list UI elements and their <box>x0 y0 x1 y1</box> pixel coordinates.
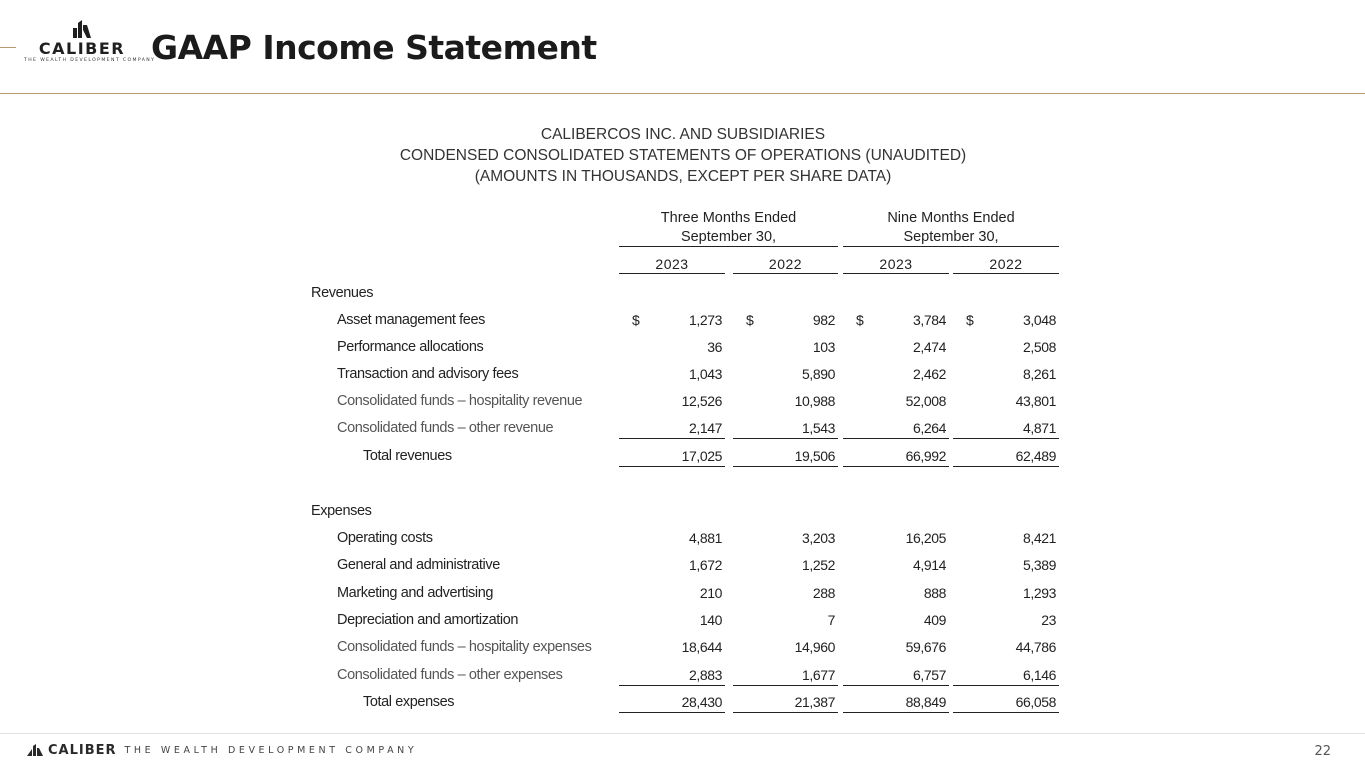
statement-name: CONDENSED CONSOLIDATED STATEMENTS OF OPERATIONS (UNAUDITED) <box>399 147 967 164</box>
cell-value: 210 <box>699 585 722 601</box>
cell-value: 16,205 <box>905 530 946 546</box>
cell-value: 3,784 <box>912 312 946 328</box>
row-label: Consolidated funds – other expenses <box>337 667 563 683</box>
value-cell <box>733 665 838 686</box>
cell-value: 88,849 <box>905 694 946 710</box>
value-cell <box>733 364 838 385</box>
cell-value: 8,261 <box>1022 366 1056 382</box>
value-cell <box>619 364 725 385</box>
value-cell <box>843 310 949 331</box>
cell-value: 21,387 <box>794 694 835 710</box>
building-logo-icon <box>26 743 44 757</box>
table-row <box>0 528 1365 550</box>
nine-months-label: Nine Months Ended <box>887 210 1015 226</box>
value-cell <box>733 418 838 439</box>
value-cell <box>619 528 725 549</box>
value-cell <box>843 637 949 658</box>
footer-divider <box>0 733 1365 734</box>
table-row <box>0 337 1365 359</box>
cell-value: 43,801 <box>1015 393 1056 409</box>
value-cell <box>619 583 725 604</box>
table-row <box>0 310 1365 332</box>
total-label: Total expenses <box>363 694 455 710</box>
table-row <box>0 418 1365 440</box>
value-cell <box>733 637 838 658</box>
value-cell <box>843 391 949 412</box>
logo-tagline: THE WEALTH DEVELOPMENT COMPANY <box>24 58 156 63</box>
three-months-date: September 30, <box>680 229 777 245</box>
cell-value: 59,676 <box>905 639 946 655</box>
expenses-heading-row <box>0 501 1365 523</box>
value-cell <box>733 528 838 549</box>
row-label: General and administrative <box>337 557 500 573</box>
table-row <box>0 583 1365 605</box>
value-cell <box>953 528 1059 549</box>
total-cell <box>843 446 949 467</box>
section-heading: Revenues <box>311 285 374 301</box>
cell-value: 3,048 <box>1022 312 1056 328</box>
total-cell <box>619 446 725 467</box>
cell-value: 1,252 <box>801 557 835 573</box>
cell-value: 2,147 <box>688 420 722 436</box>
cell-value: 10,988 <box>794 393 835 409</box>
cell-value: 7 <box>827 612 835 628</box>
statement-heading <box>283 124 1083 187</box>
cell-value: 5,890 <box>801 366 835 382</box>
value-cell <box>733 583 838 604</box>
section-heading: Expenses <box>311 503 372 519</box>
table-row <box>0 364 1365 386</box>
value-cell <box>619 637 725 658</box>
three-months-header <box>619 209 838 247</box>
total-label: Total revenues <box>363 448 452 464</box>
table-row <box>0 610 1365 632</box>
table-row <box>0 391 1365 413</box>
currency-symbol: $ <box>746 312 754 328</box>
value-cell <box>733 610 838 631</box>
cell-value: 52,008 <box>905 393 946 409</box>
cell-value: 28,430 <box>681 694 722 710</box>
cell-value: 2,474 <box>912 339 946 355</box>
table-row <box>0 665 1365 687</box>
cell-value: 14,960 <box>794 639 835 655</box>
cell-value: 1,672 <box>688 557 722 573</box>
footer-tagline: THE WEALTH DEVELOPMENT COMPANY <box>124 744 418 756</box>
cell-value: 888 <box>923 585 946 601</box>
value-cell <box>619 391 725 412</box>
total-row <box>0 692 1365 714</box>
year-header: 2023 <box>843 256 949 274</box>
cell-value: 2,462 <box>912 366 946 382</box>
cell-value: 1,273 <box>688 312 722 328</box>
company-name: CALIBERCOS INC. AND SUBSIDIARIES <box>540 126 826 143</box>
value-cell <box>733 337 838 358</box>
row-label: Performance allocations <box>337 339 484 355</box>
cell-value: 6,757 <box>912 667 946 683</box>
value-cell <box>619 418 725 439</box>
cell-value: 23 <box>1041 612 1056 628</box>
footer-logo <box>26 742 417 758</box>
value-cell <box>953 310 1059 331</box>
cell-value: 2,883 <box>688 667 722 683</box>
total-cell <box>733 446 838 467</box>
cell-value: 4,914 <box>912 557 946 573</box>
value-cell <box>953 391 1059 412</box>
total-row <box>0 446 1365 468</box>
cell-value: 4,881 <box>688 530 722 546</box>
nine-months-date: September 30, <box>903 229 999 245</box>
value-cell <box>953 418 1059 439</box>
value-cell <box>953 364 1059 385</box>
value-cell <box>619 337 725 358</box>
cell-value: 140 <box>699 612 722 628</box>
value-cell <box>843 337 949 358</box>
value-cell <box>843 665 949 686</box>
value-cell <box>953 583 1059 604</box>
header-accent-tick <box>0 47 16 48</box>
value-cell <box>953 555 1059 576</box>
cell-value: 288 <box>812 585 835 601</box>
total-cell <box>843 692 949 713</box>
value-cell <box>733 555 838 576</box>
currency-symbol: $ <box>856 312 864 328</box>
value-cell <box>843 364 949 385</box>
cell-value: 18,644 <box>681 639 722 655</box>
cell-value: 62,489 <box>1015 448 1056 464</box>
cell-value: 66,058 <box>1015 694 1056 710</box>
cell-value: 44,786 <box>1015 639 1056 655</box>
value-cell <box>733 310 838 331</box>
header-divider <box>0 93 1365 94</box>
revenues-heading-row <box>0 283 1365 305</box>
cell-value: 982 <box>812 312 835 328</box>
row-label: Asset management fees <box>337 312 485 328</box>
cell-value: 2,508 <box>1022 339 1056 355</box>
cell-value: 1,043 <box>688 366 722 382</box>
cell-value: 6,264 <box>912 420 946 436</box>
table-row <box>0 637 1365 659</box>
cell-value: 409 <box>923 612 946 628</box>
currency-symbol: $ <box>632 312 640 328</box>
value-cell <box>619 310 725 331</box>
value-cell <box>953 637 1059 658</box>
building-logo-icon <box>67 18 97 40</box>
statement-units: (AMOUNTS IN THOUSANDS, EXCEPT PER SHARE DATA) <box>474 168 892 185</box>
cell-value: 6,146 <box>1022 667 1056 683</box>
cell-value: 36 <box>707 339 722 355</box>
cell-value: 17,025 <box>681 448 722 464</box>
year-header: 2023 <box>619 256 725 274</box>
cell-value: 4,871 <box>1022 420 1056 436</box>
row-label: Operating costs <box>337 530 433 546</box>
cell-value: 1,543 <box>801 420 835 436</box>
caliber-logo <box>24 18 156 72</box>
page-number: 22 <box>1314 744 1331 759</box>
value-cell <box>953 337 1059 358</box>
row-label: Marketing and advertising <box>337 585 494 601</box>
total-cell <box>733 692 838 713</box>
currency-symbol: $ <box>966 312 974 328</box>
value-cell <box>619 610 725 631</box>
nine-months-header <box>843 209 1059 247</box>
row-label: Depreciation and amortization <box>337 612 519 628</box>
value-cell <box>619 665 725 686</box>
value-cell <box>843 610 949 631</box>
three-months-label: Three Months Ended <box>660 210 797 226</box>
year-header: 2022 <box>733 256 838 274</box>
cell-value: 1,293 <box>1022 585 1056 601</box>
total-cell <box>953 692 1059 713</box>
value-cell <box>843 528 949 549</box>
value-cell <box>953 610 1059 631</box>
row-label: Consolidated funds – other revenue <box>337 420 554 436</box>
value-cell <box>953 665 1059 686</box>
total-cell <box>619 692 725 713</box>
cell-value: 1,677 <box>801 667 835 683</box>
row-label: Consolidated funds – hospitality expenses <box>337 639 592 655</box>
total-cell <box>953 446 1059 467</box>
cell-value: 19,506 <box>794 448 835 464</box>
value-cell <box>733 391 838 412</box>
row-label: Transaction and advisory fees <box>337 366 519 382</box>
row-label: Consolidated funds – hospitality revenue <box>337 393 583 409</box>
cell-value: 103 <box>812 339 835 355</box>
cell-value: 5,389 <box>1022 557 1056 573</box>
cell-value: 8,421 <box>1022 530 1056 546</box>
year-header: 2022 <box>953 256 1059 274</box>
footer-wordmark: CALIBER <box>48 742 117 758</box>
cell-value: 12,526 <box>681 393 722 409</box>
cell-value: 66,992 <box>905 448 946 464</box>
cell-value: 3,203 <box>801 530 835 546</box>
logo-wordmark: CALIBER <box>38 39 126 58</box>
value-cell <box>843 583 949 604</box>
page-title: GAAP Income Statement <box>151 28 597 67</box>
value-cell <box>619 555 725 576</box>
table-row <box>0 555 1365 577</box>
value-cell <box>843 555 949 576</box>
value-cell <box>843 418 949 439</box>
